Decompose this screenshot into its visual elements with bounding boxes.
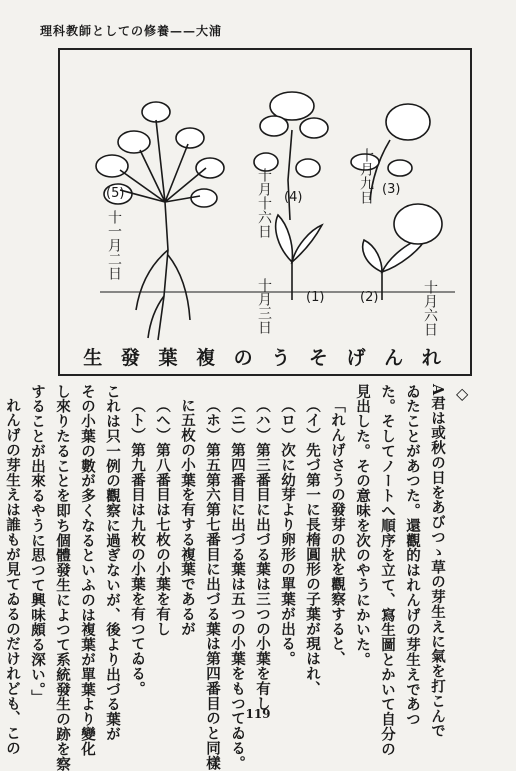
plant-label-3: (3) xyxy=(382,182,401,197)
text-line: し來りたることを即ち個體發生によつて系統發生の跡を察 xyxy=(54,384,71,771)
section-marker: ◇ xyxy=(456,384,469,403)
plant-date-3: 十月九日 xyxy=(358,148,374,204)
figure-caption: 生 發 葉 複 の う そ げ ん れ xyxy=(83,347,447,369)
text-line: （イ）先づ第一に長楕圓形の子葉が現はれ、 xyxy=(304,398,321,696)
page-number: 119 xyxy=(245,707,271,721)
plant-label-2: (2) xyxy=(360,290,379,305)
plant-date-4: 十月十六日 xyxy=(256,168,272,238)
text-line: その小葉の數が多くなるといふのは複葉が單葉より變化 xyxy=(79,384,96,757)
text-line: （ヘ）第八番目は七枚の小葉を有し xyxy=(154,398,171,637)
text-line: することが出來るやうに思つて興味頗る深い。」 xyxy=(29,384,46,705)
text-line: A君は或秋の日をあびつゝ草の芽生えに氣を打こんで xyxy=(429,384,446,739)
text-line: （ホ）第五第六第七番目に出づる葉は第四番目のと同樣 xyxy=(204,398,221,771)
text-line: これは只一例の觀察に過ぎないが、後より出づる葉が xyxy=(104,384,121,742)
text-line: （ト）第九番目は九枚の小葉を有つてゐる。 xyxy=(129,398,146,696)
text-line: 「れんげさうの發芽の狀を觀察すると、 xyxy=(329,398,346,667)
text-line: れんげの芽生えは誰もが見てゐるのだけれども、この xyxy=(4,398,21,756)
plant-date-2: 十月六日 xyxy=(422,280,438,336)
seedling-figure xyxy=(58,48,472,376)
text-line: 見出した。その意味を次のやうにかいた。 xyxy=(354,384,371,668)
text-line: ゐたことがあつた。還觀的はれんげの芽生えであつ xyxy=(404,384,421,727)
text-line: （ロ）次に幼芽より卵形の單葉が出る。 xyxy=(279,398,296,667)
text-line: た。そしてノートへ順序を立て、寫生圖とかいて自分の xyxy=(379,384,396,757)
plant-label-4: (4) xyxy=(284,190,303,205)
plant-date-5: 十一月二日 xyxy=(106,210,122,280)
plant-label-5: (5) xyxy=(106,186,125,201)
plant-label-1: (1) xyxy=(306,290,325,305)
running-header: 理科教師としての修養——大浦 xyxy=(40,24,223,38)
text-line: （ニ）第四番目に出づる葉は五つの小葉をもつてゐる。 xyxy=(229,398,246,771)
text-line: に五枚の小葉を有する複葉であるが xyxy=(179,398,196,637)
text-line: （ハ）第三番目に出づる葉は三つの小葉を有し xyxy=(254,398,271,711)
plant-date-1: 十月三日 xyxy=(256,278,272,334)
